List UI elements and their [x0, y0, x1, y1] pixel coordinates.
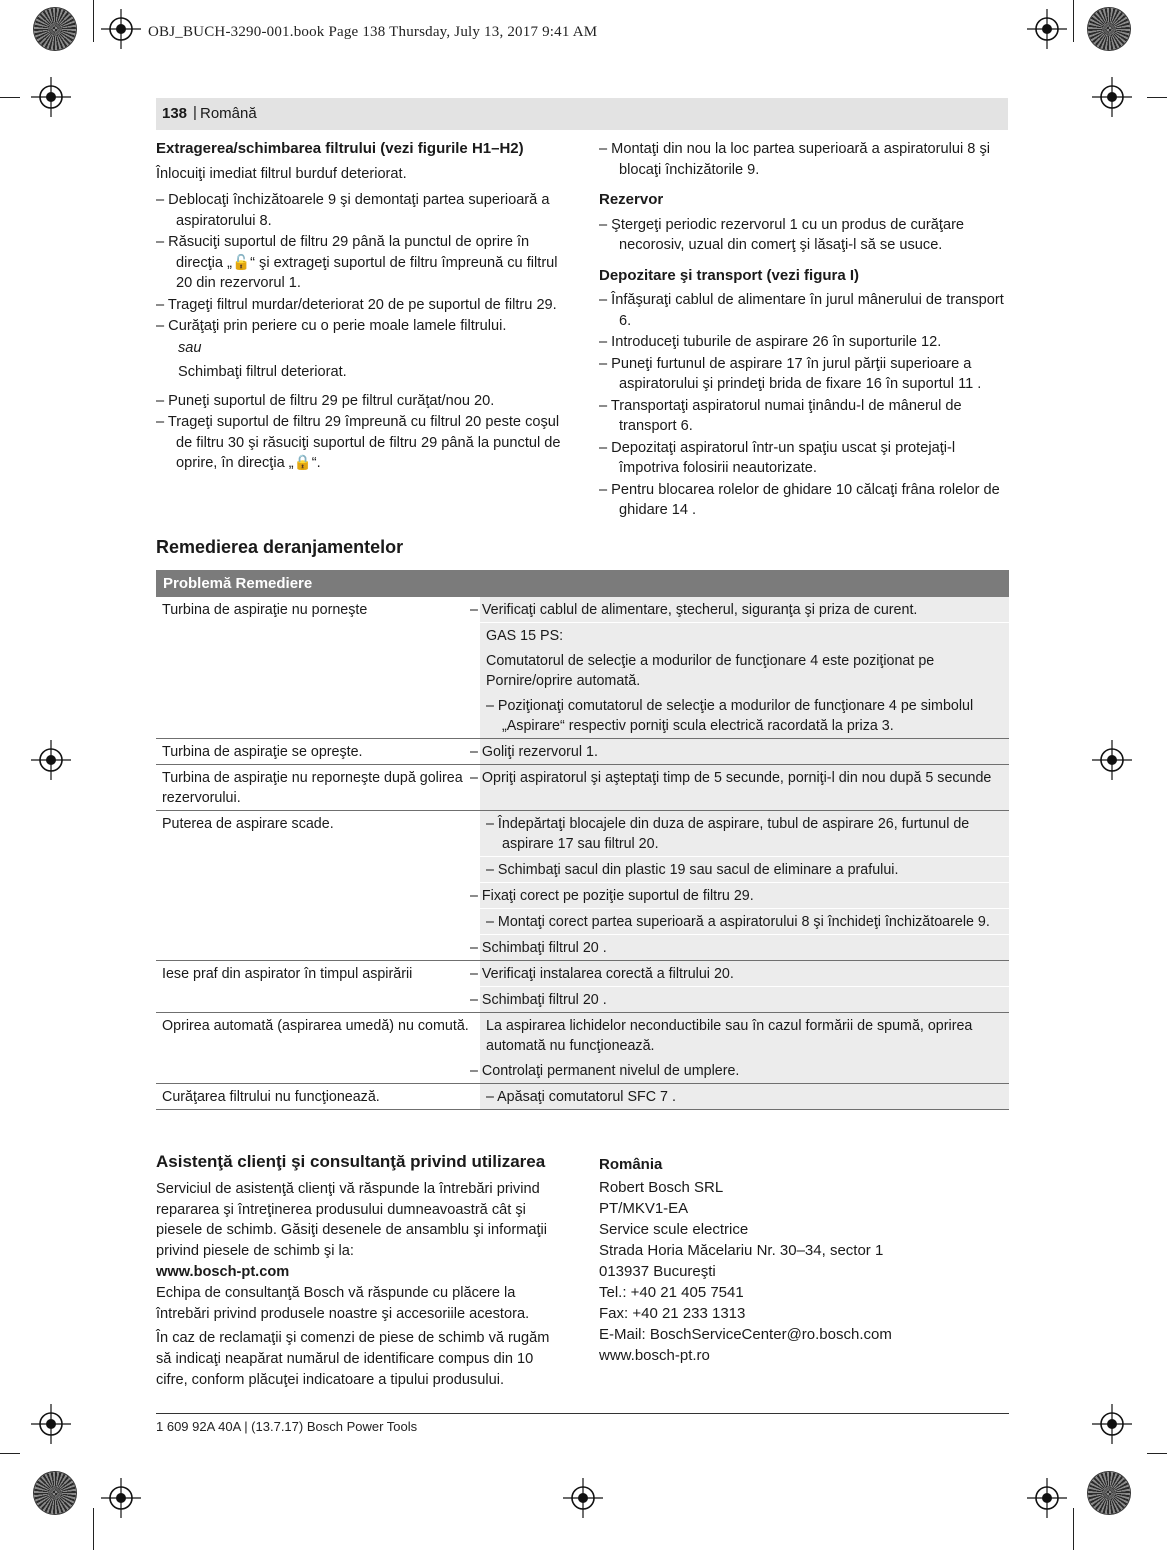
contact-phone: Tel.: +40 21 405 7541	[599, 1284, 744, 1301]
registration-mark-icon	[31, 740, 71, 780]
right-column	[599, 139, 1009, 522]
problem-cell: Puterea de aspirare scade.	[156, 811, 480, 961]
list-item: – Curăţaţi prin periere cu o perie moale lamele filtrului.	[156, 318, 507, 334]
service-column	[156, 1152, 566, 1391]
or-note: sau	[178, 339, 202, 356]
table-row	[156, 597, 1009, 623]
trim-line	[1073, 0, 1074, 42]
solution-cell: La aspirarea lichidelor neconductibile sau în cazul formării de spumă, oprirea automată nu funcţionează.	[480, 1013, 1009, 1059]
solution-cell: – Schimbaţi filtrul 20 .	[480, 987, 1009, 1013]
header-separator: |	[193, 104, 197, 121]
list-item: – Deblocaţi închizătoarele 9 şi demontaţi partea superioară a aspiratorului 8.	[156, 192, 550, 229]
registration-mark-icon	[1092, 77, 1132, 117]
solution-cell: – Schimbaţi filtrul 20 .	[480, 935, 1009, 961]
solution-cell: – Apăsaţi comutatorul SFC 7 .	[480, 1084, 1009, 1110]
solution-cell: – Montaţi corect partea superioară a aspiratorului 8 şi închideţi închizătoarele 9.	[480, 909, 1009, 935]
contact-fax: Fax: +40 21 233 1313	[599, 1305, 746, 1322]
table-row	[156, 739, 1009, 765]
list-item: – Puneţi furtunul de aspirare 17 în jurul părţii superioare a aspiratorului şi prindeţi brida de fixare 16 în suportul 11 .	[599, 355, 982, 392]
list-item: – Răsuciţi suportul de filtru 29 până la punctul de oprire în direcţia „🔓“ şi extrageţi suportul de filtru împreună cu filtrul 20 din rezervorul 1.	[156, 234, 558, 291]
replace-note: Schimbaţi filtrul deteriorat.	[178, 364, 347, 380]
registration-mark-icon	[1092, 1404, 1132, 1444]
print-slug: OBJ_BUCH-3290-001.book Page 138 Thursday, July 13, 2017 9:41 AM	[148, 24, 598, 40]
list-item: – Montaţi din nou la loc partea superioară a aspiratorului 8 şi blocaţi închizătorile 9.	[599, 141, 991, 178]
list-item: – Puneţi suportul de filtru 29 pe filtrul curăţat/nou 20.	[156, 392, 495, 409]
color-rosette-bottom-right	[1088, 1472, 1130, 1514]
service-paragraph: Echipa de consultanţă Bosch vă răspunde cu plăcere la întrebări privind produsele noastre şi accesoriile acestora.	[156, 1284, 530, 1322]
color-rosette-top-left	[34, 8, 76, 50]
list-item: – Trageţi suportul de filtru 29 împreună cu filtrul 20 peste coşul de filtru 30 şi răsuciţi suportul de filtru 29 până la punctul de oprire, în direcţia „🔒“.	[156, 414, 561, 471]
footer-text: 1 609 92A 40A | (13.7.17) Bosch Power Tools	[156, 1419, 418, 1434]
contact-website: www.bosch-pt.ro	[599, 1347, 710, 1364]
solution-cell: – Îndepărtaţi blocajele din duza de aspirare, tubul de aspirare 26, furtunul de aspirare 17 sau filtrul 20.	[480, 811, 1009, 857]
service-url: www.bosch-pt.com	[156, 1263, 290, 1280]
page-header-bar	[156, 98, 1008, 130]
left-column	[156, 139, 568, 475]
solution-cell: – Opriţi aspiratorul şi aşteptaţi timp de 5 secunde, porniţi-l din nou după 5 secunde	[480, 765, 1009, 811]
table-row	[156, 1013, 1009, 1059]
list-item: – Transportaţi aspiratorul numai ţinându-l de mânerul de transport 6.	[599, 397, 962, 434]
solution-cell: – Fixaţi corect pe poziţie suportul de filtru 29.	[480, 883, 1009, 909]
registration-mark-icon	[563, 1478, 603, 1518]
color-rosette-top-right	[1088, 8, 1130, 50]
filter-intro: Înlocuiţi imediat filtrul burduf deteriorat.	[156, 165, 407, 182]
solution-cell: GAS 15 PS:	[480, 623, 1009, 649]
contact-column	[599, 1154, 1009, 1366]
table-header	[156, 570, 1009, 597]
contact-service: Service scule electrice	[599, 1221, 749, 1238]
registration-mark-icon	[1092, 740, 1132, 780]
contact-company: Robert Bosch SRL	[599, 1179, 724, 1196]
service-heading: Asistenţă clienţi şi consultanţă privind utilizarea	[156, 1152, 546, 1171]
footer-rule	[156, 1413, 1009, 1414]
registration-mark-icon	[1027, 1478, 1067, 1518]
service-paragraph: Serviciul de asistenţă clienţi vă răspunde la întrebări privind repararea şi întreţinerea produsului dumneavoastră cât şi piesele de schimb. Găsiţi desenele de ansamblu şi informaţii privind piesele de schimb şi la:	[156, 1180, 547, 1260]
registration-mark-icon	[101, 1478, 141, 1518]
trim-line	[0, 97, 20, 98]
solution-cell: – Verificaţi instalarea corectă a filtrului 20.	[480, 961, 1009, 987]
troubleshooting-table	[156, 570, 1009, 1110]
filter-section-heading: Extragerea/schimbarea filtrului (vezi figurile H1–H2)	[156, 140, 524, 157]
contact-department: PT/MKV1-EA	[599, 1200, 689, 1217]
contact-street: Strada Horia Măcelariu Nr. 30–34, sector 1	[599, 1242, 884, 1259]
trim-line	[93, 0, 94, 42]
solution-cell: Comutatorul de selecţie a modurilor de funcţionare 4 este poziţionat pe Pornire/oprire automată.	[480, 648, 1009, 693]
table-header-row	[156, 570, 1009, 597]
storage-heading: Depozitare şi transport (vezi figura I)	[599, 266, 860, 284]
trim-line	[1147, 97, 1167, 98]
registration-mark-icon	[1027, 9, 1067, 49]
trim-line	[1147, 1453, 1167, 1454]
solution-cell: – Goliţi rezervorul 1.	[480, 739, 1009, 765]
contact-email: E-Mail: BoschServiceCenter@ro.bosch.com	[599, 1326, 892, 1343]
table-row	[156, 811, 1009, 857]
problem-cell: Iese praf din aspirator în timpul aspirării	[156, 961, 480, 1013]
table-row	[156, 765, 1009, 811]
troubleshooting-title: Remedierea deranjamentelor	[156, 537, 404, 557]
solution-cell: – Schimbaţi sacul din plastic 19 sau sacul de eliminare a prafului.	[480, 857, 1009, 883]
contact-country: România	[599, 1156, 663, 1173]
list-item: – Ştergeţi periodic rezervorul 1 cu un produs de curăţare necorosiv, uzual din comerţ şi lăsaţi-l să se usuce.	[599, 216, 965, 253]
registration-mark-icon	[101, 9, 141, 49]
service-paragraph: În caz de reclamaţii şi comenzi de piese de schimb vă rugăm să indicaţi neapărat numărul de identificare compus din 10 cifre, conform plăcuţei indicatoare a tipului produsului.	[156, 1330, 550, 1388]
col-header-problem: Problemă	[163, 574, 232, 592]
trim-line	[1073, 1508, 1074, 1550]
solution-cell: – Verificaţi cablul de alimentare, ştecherul, siguranţa şi priza de curent.	[480, 597, 1009, 623]
page-number: 138	[162, 105, 188, 122]
table-row	[156, 961, 1009, 987]
list-item: – Introduceţi tuburile de aspirare 26 în suporturile 12.	[599, 334, 942, 350]
color-rosette-bottom-left	[34, 1472, 76, 1514]
problem-cell: Oprirea automată (aspirarea umedă) nu comută.	[156, 1013, 480, 1084]
list-item: – Pentru blocarea rolelor de ghidare 10 călcaţi frâna rolelor de ghidare 14 .	[599, 481, 1000, 518]
list-item: – Trageţi filtrul murdar/deteriorat 20 de pe suportul de filtru 29.	[156, 296, 557, 313]
registration-mark-icon	[31, 77, 71, 117]
trim-line	[0, 1453, 20, 1454]
list-item: – Depozitaţi aspiratorul într-un spaţiu uscat şi protejaţi-l împotriva folosirii neautorizate.	[599, 439, 956, 476]
tank-heading: Rezervor	[599, 191, 664, 208]
list-item: – Înfăşuraţi cablul de alimentare în jurul mânerului de transport 6.	[599, 292, 1004, 329]
contact-city: 013937 Bucureşti	[599, 1263, 716, 1280]
solution-cell: – Poziţionaţi comutatorul de selecţie a modurilor de funcţionare 4 pe simbolul „Aspirare“ respectiv porniţi scula electrică racordată la priza 3.	[480, 693, 1009, 739]
problem-cell: Turbina de aspiraţie nu reporneşte după golirea rezervorului.	[156, 765, 480, 811]
problem-cell: Turbina de aspiraţie se opreşte.	[156, 739, 480, 765]
table-row	[156, 1084, 1009, 1110]
solution-cell: – Controlaţi permanent nivelul de umplere.	[480, 1058, 1009, 1084]
registration-mark-icon	[31, 1404, 71, 1444]
page-language: Română	[200, 105, 257, 122]
trim-line	[93, 1508, 94, 1550]
problem-cell: Turbina de aspiraţie nu porneşte	[156, 597, 480, 739]
problem-cell: Curăţarea filtrului nu funcţionează.	[156, 1084, 480, 1110]
col-header-remedy: Remediere	[235, 574, 313, 592]
